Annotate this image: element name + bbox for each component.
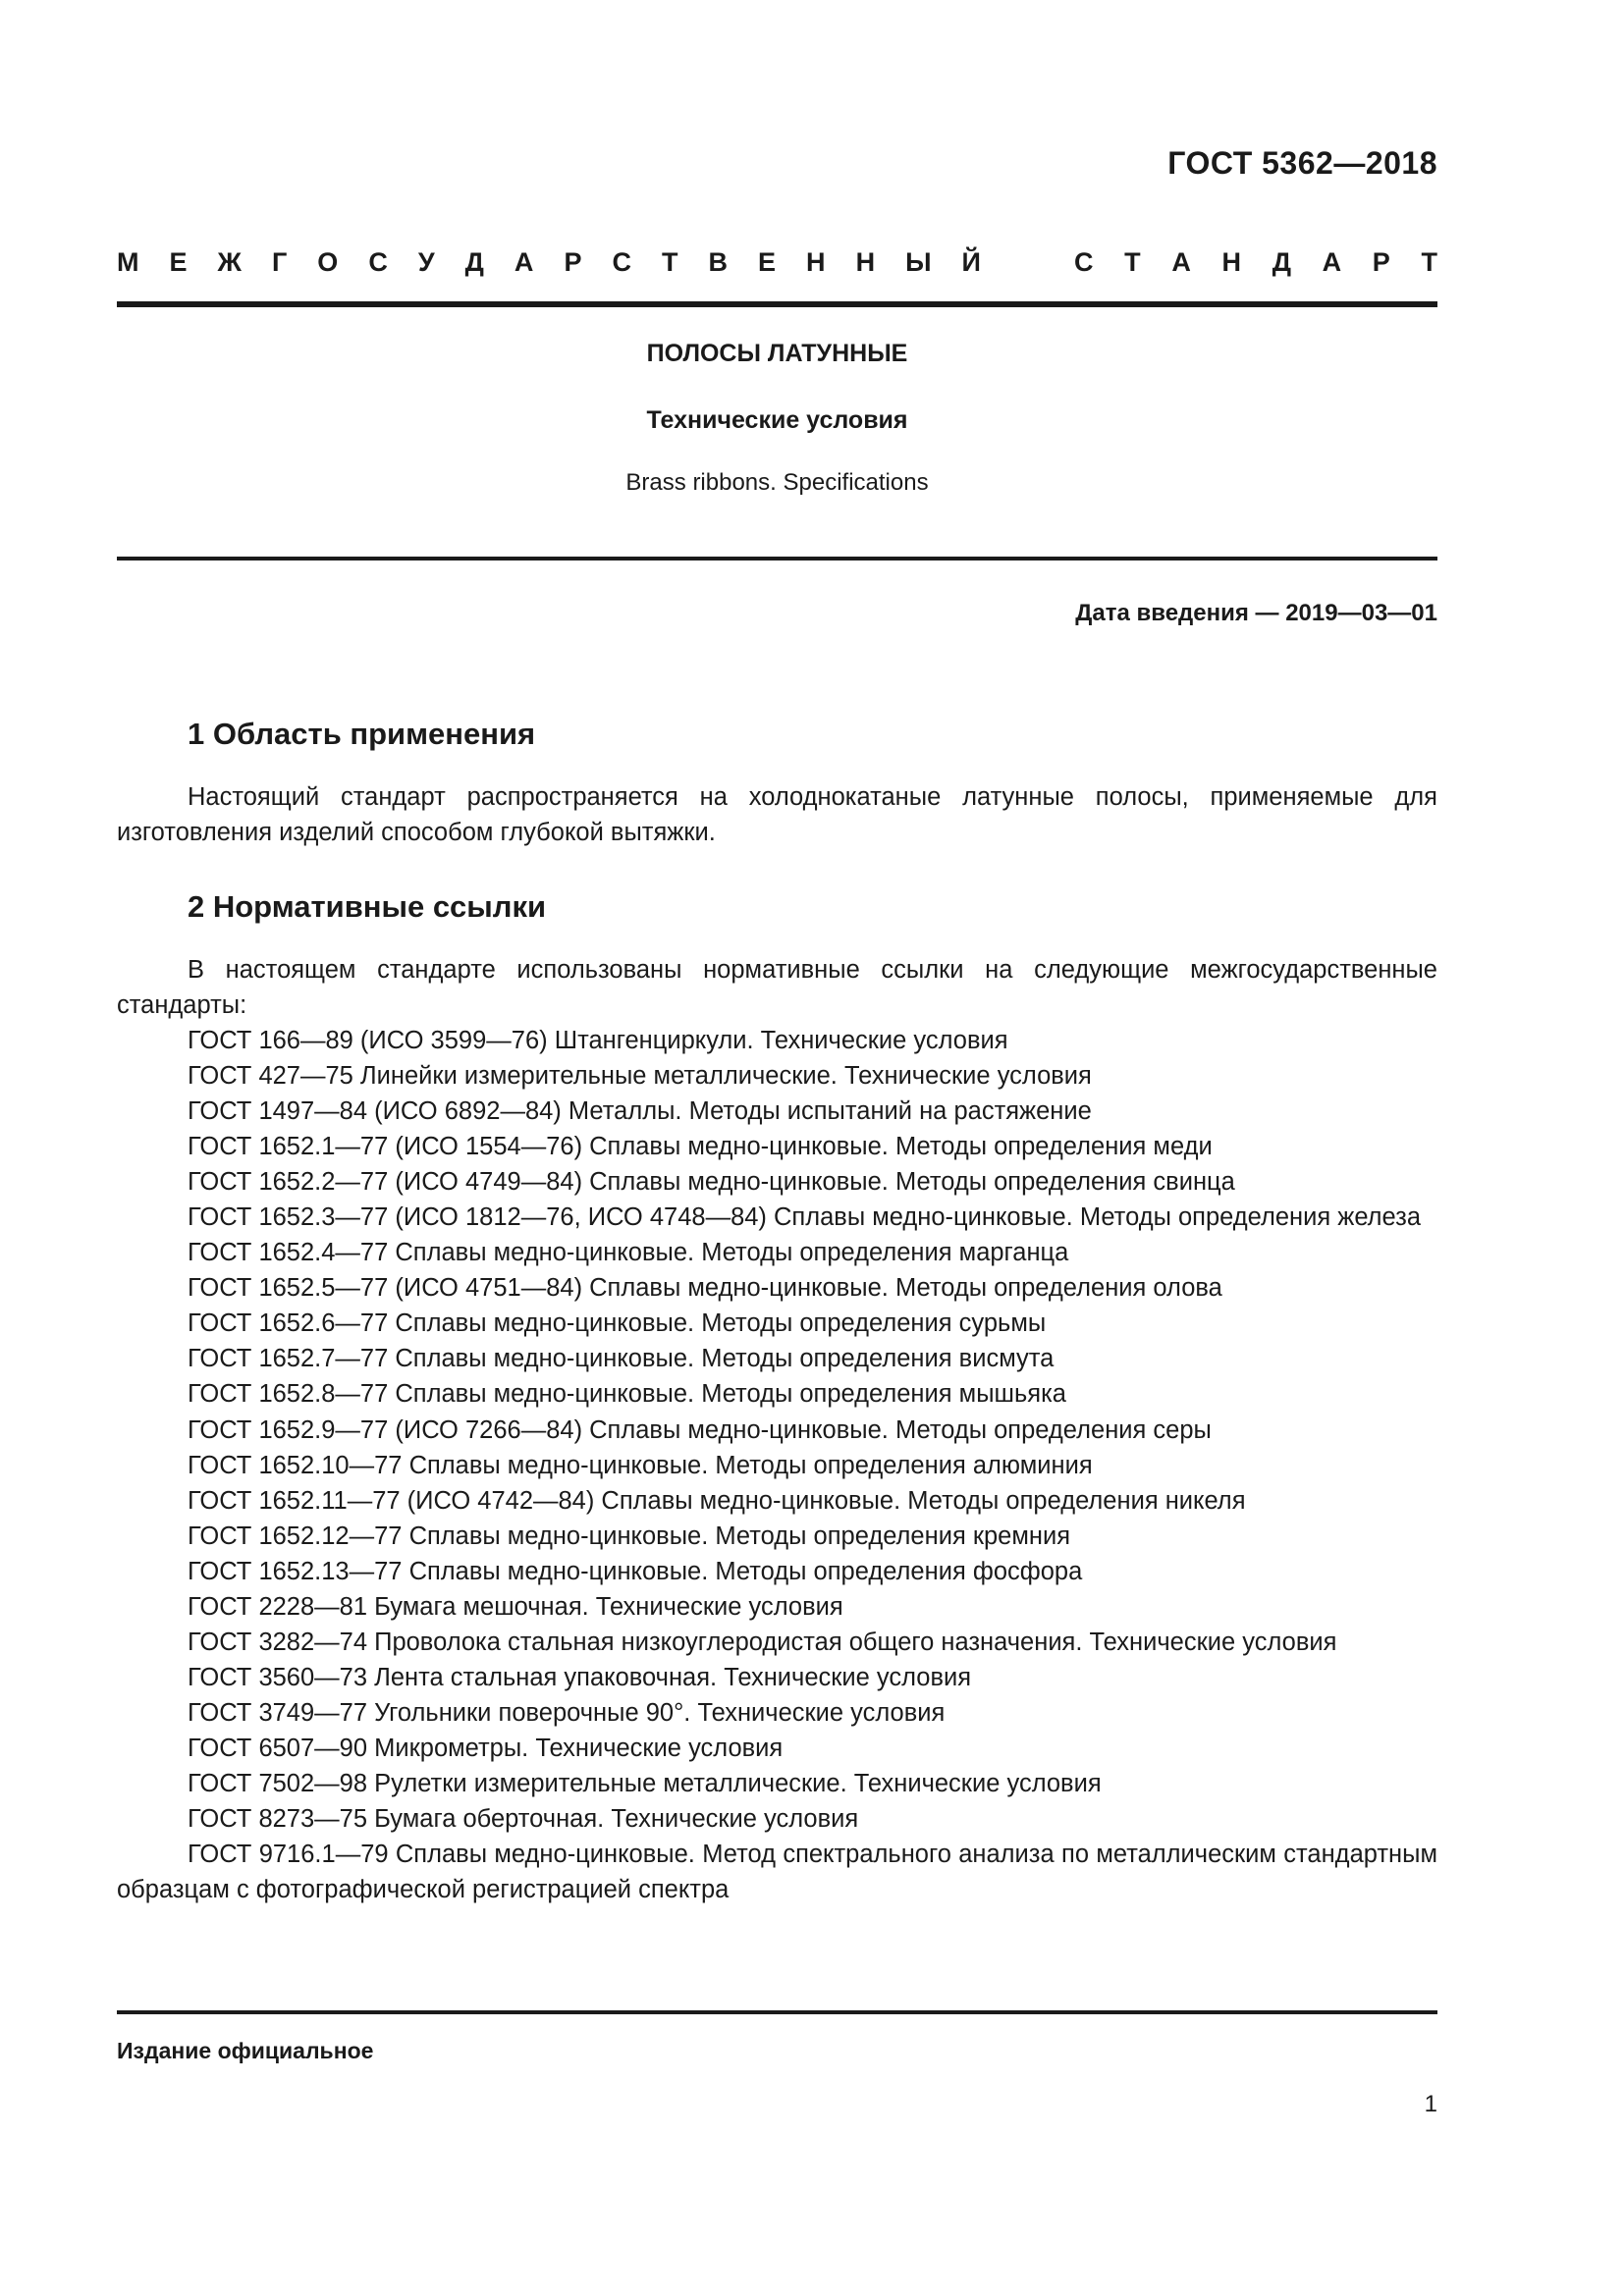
banner-letter: Г [271,247,288,277]
banner-letter: Д [464,247,484,277]
banner-letter: С [612,247,631,277]
bottom-divider [117,2010,1437,2014]
reference-item: ГОСТ 3560—73 Лента стальная упаковочная. Технические условия [188,1663,972,1691]
title-divider [117,557,1437,561]
banner-letter: С [368,247,388,277]
document-title: ПОЛОСЫ ЛАТУННЫЕ [646,340,908,367]
banner-letter: О [317,247,339,277]
reference-item: ГОСТ 1652.3—77 (ИСО 1812—76, ИСО 4748—84) Сплавы медно-цинковые. Методы определения железа [188,1203,1422,1232]
banner-letter: В [708,247,728,277]
banner-word-interstate [117,247,981,278]
banner-letter: Н [855,247,876,277]
banner-letter: Н [806,247,826,277]
reference-item: ГОСТ 427—75 Линейки измерительные металлические. Технические условия [188,1062,1092,1091]
banner-letter: Е [169,247,188,277]
document-title-english: Brass ribbons. Specifications [625,469,929,496]
banner-letter: Д [1272,247,1291,277]
section-1-heading: 1 Область применения [188,717,536,751]
reference-item: ГОСТ 1652.1—77 (ИСО 1554—76) Сплавы медно-цинковые. Методы определения меди [188,1133,1213,1161]
reference-item: ГОСТ 3282—74 Проволока стальная низкоуглеродистая общего назначения. Технические условия [188,1628,1337,1656]
reference-item: ГОСТ 1652.6—77 Сплавы медно-цинковые. Методы определения сурьмы [188,1309,1047,1338]
reference-item: ГОСТ 1652.13—77 Сплавы медно-цинковые. Методы определения фосфора [188,1557,1083,1585]
normative-references-list [117,1023,1437,1907]
edition-note: Издание официальное [117,2038,374,2063]
banner-letter: Ы [905,247,932,277]
reference-item: ГОСТ 1652.4—77 Сплавы медно-цинковые. Методы определения марганца [188,1239,1069,1267]
banner-word-standard [1074,247,1437,278]
section-2-intro: В настоящем стандарте использованы нормативные ссылки на следующие межгосударственные стандарты: [117,956,1437,1019]
document-subtitle: Технические условия [646,406,908,434]
banner-letter: А [1322,247,1342,277]
banner-letter: У [417,247,435,277]
section-1-text: Настоящий стандарт распространяется на холоднокатаные латунные полосы, применяемые для изготовления изделий способом глубокой вытяжки. [117,783,1437,846]
banner-letter: Е [758,247,777,277]
reference-item: ГОСТ 1652.10—77 Сплавы медно-цинковые. Методы определения алюминия [188,1451,1093,1479]
reference-item: ГОСТ 1652.11—77 (ИСО 4742—84) Сплавы медно-цинковые. Методы определения никеля [188,1486,1246,1515]
reference-item: ГОСТ 1652.12—77 Сплавы медно-цинковые. Методы определения кремния [188,1522,1071,1550]
reference-item: ГОСТ 9716.1—79 Сплавы медно-цинковые. Метод спектрального анализа по металлическим стандартным образцам с фотографической регистрацией спектра [117,1841,1437,1904]
reference-item: ГОСТ 1652.2—77 (ИСО 4749—84) Сплавы медно-цинковые. Методы определения свинца [188,1168,1235,1197]
banner-letter: Т [1421,247,1437,277]
banner-letter: Р [1372,247,1390,277]
banner-letter: А [1171,247,1191,277]
reference-item: ГОСТ 6507—90 Микрометры. Технические условия [188,1734,784,1762]
reference-item: ГОСТ 1652.8—77 Сплавы медно-цинковые. Методы определения мышьяка [188,1380,1066,1409]
banner-letter: М [117,247,139,277]
banner-letter: Т [1124,247,1141,277]
reference-item: ГОСТ 8273—75 Бумага оберточная. Технические условия [188,1805,859,1834]
banner-letter: Т [661,247,678,277]
reference-item: ГОСТ 2228—81 Бумага мешочная. Технические условия [188,1592,843,1621]
reference-item: ГОСТ 166—89 (ИСО 3599—76) Штангенциркули. Технические условия [188,1027,1008,1054]
banner-letter: Н [1221,247,1242,277]
document-page [117,0,1437,2296]
reference-item: ГОСТ 7502—98 Рулетки измерительные металлические. Технические условия [188,1769,1102,1797]
document-code: ГОСТ 5362—2018 [1167,145,1437,181]
introduction-date: Дата введения — 2019—03—01 [1075,600,1437,626]
banner-letter: С [1074,247,1094,277]
reference-item: ГОСТ 1497—84 (ИСО 6892—84) Металлы. Методы испытаний на растяжение [188,1097,1092,1126]
banner-letter: А [514,247,534,277]
reference-item: ГОСТ 1652.7—77 Сплавы медно-цинковые. Методы определения висмута [188,1345,1055,1373]
banner-letter: Ж [217,247,242,277]
section-2-heading: 2 Нормативные ссылки [188,889,547,924]
reference-item: ГОСТ 1652.5—77 (ИСО 4751—84) Сплавы медно-цинковые. Методы определения олова [188,1274,1222,1303]
reference-item: ГОСТ 3749—77 Угольники поверочные 90°. Технические условия [188,1698,946,1727]
banner-letter: Р [564,247,582,277]
standard-banner [117,247,1437,287]
reference-item: ГОСТ 1652.9—77 (ИСО 7266—84) Сплавы медно-цинковые. Методы определения серы [188,1415,1212,1444]
page-number: 1 [1424,2091,1437,2117]
banner-letter: Й [961,247,981,277]
top-divider [117,301,1437,307]
